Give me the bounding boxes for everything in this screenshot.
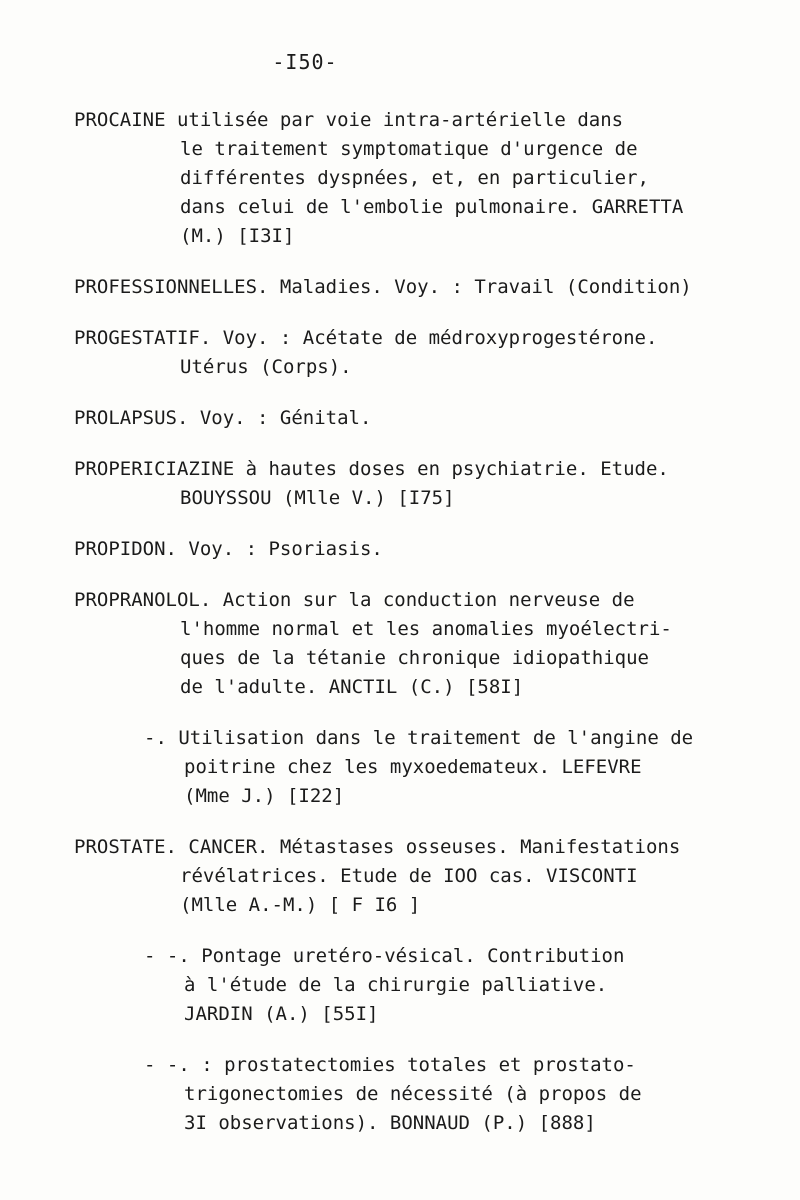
index-subentry-prostate-prostatectomies — [144, 1051, 774, 1138]
entry-line: -. Utilisation dans le traitement de l'angine de — [144, 727, 694, 749]
entry-line: poitrine chez les myxoedemateux. LEFEVRE — [184, 756, 642, 778]
entry-line: - -. : prostatectomies totales et prostato- — [144, 1054, 636, 1076]
index-entries — [74, 106, 774, 1160]
entry-line: l'homme normal et les anomalies myoélectri- — [180, 618, 672, 640]
entry-line: différentes dyspnées, et, en particulier, — [180, 167, 649, 189]
entry-line: PROCAINE utilisée par voie intra-artérielle dans — [74, 109, 624, 131]
index-entry-progestatif — [74, 324, 774, 382]
entry-line: - -. Pontage uretéro-vésical. Contribution — [144, 945, 625, 967]
entry-line: PROGESTATIF. Voy. : Acétate de médroxyprogestérone. — [74, 327, 658, 349]
entry-line: (M.) [I3I] — [180, 225, 295, 247]
entry-line: ques de la tétanie chronique idiopathique — [180, 647, 649, 669]
index-entry-propranolol — [74, 586, 774, 702]
entry-line: PROPRANOLOL. Action sur la conduction nerveuse de — [74, 589, 635, 611]
index-entry-propericiazine — [74, 455, 774, 513]
entry-line: PROPERICIAZINE à hautes doses en psychiatrie. Etude. — [74, 458, 669, 480]
entry-line: de l'adulte. ANCTIL (C.) [58I] — [180, 676, 524, 698]
entry-line: (Mme J.) [I22] — [184, 785, 345, 807]
entry-line: trigonectomies de nécessité (à propos de — [184, 1083, 642, 1105]
entry-line: BOUYSSOU (Mlle V.) [I75] — [180, 487, 455, 509]
index-subentry-prostate-pontage — [144, 942, 774, 1029]
entry-line: JARDIN (A.) [55I] — [184, 1003, 379, 1025]
entry-line: le traitement symptomatique d'urgence de — [180, 138, 638, 160]
index-entry-prostate — [74, 833, 774, 920]
index-entry-professionnelles — [74, 273, 774, 302]
entry-line: PROFESSIONNELLES. Maladies. Voy. : Travail (Condition) — [74, 276, 692, 298]
index-entry-procaine — [74, 106, 774, 251]
index-subentry-propranolol-angine — [144, 724, 774, 811]
index-entry-propidon — [74, 535, 774, 564]
entry-line: PROLAPSUS. Voy. : Génital. — [74, 407, 372, 429]
entry-line: Utérus (Corps). — [180, 356, 352, 378]
entry-line: révélatrices. Etude de IOO cas. VISCONTI — [180, 865, 638, 887]
entry-line: à l'étude de la chirurgie palliative. — [184, 974, 608, 996]
entry-line: (Mlle A.-M.) [ F I6 ] — [180, 894, 421, 916]
entry-line: PROPIDON. Voy. : Psoriasis. — [74, 538, 383, 560]
entry-line: PROSTATE. CANCER. Métastases osseuses. Manifestations — [74, 836, 681, 858]
entry-line: dans celui de l'embolie pulmonaire. GARRETTA — [180, 196, 684, 218]
page-number: -I50- — [272, 50, 338, 74]
entry-line: 3I observations). BONNAUD (P.) [888] — [184, 1112, 596, 1134]
index-entry-prolapsus — [74, 404, 774, 433]
